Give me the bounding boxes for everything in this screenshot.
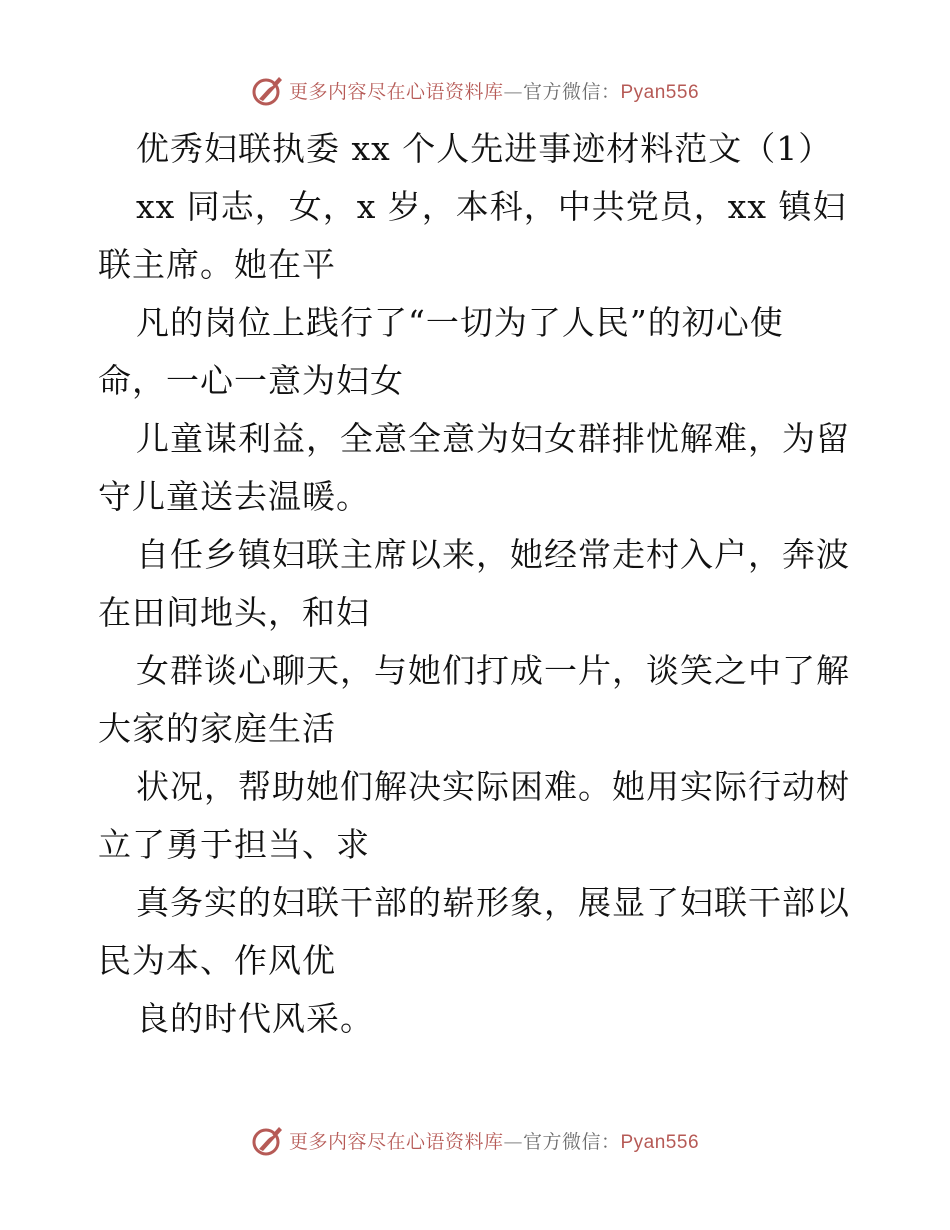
paragraph-line: 民为本、作风优	[98, 941, 336, 980]
paragraph-line: xx 同志，女，x 岁，本科，中共党员，xx 镇妇	[136, 187, 847, 226]
footer-banner-dash: —	[503, 1130, 523, 1153]
paragraph-line: 联主席。她在平	[98, 245, 336, 284]
quill-logo-icon	[251, 73, 285, 107]
footer-banner-text	[289, 1127, 699, 1154]
quill-logo-icon	[251, 1123, 285, 1157]
header-banner-id: Pyan556	[620, 81, 700, 103]
footer-banner-content	[251, 1123, 699, 1157]
header-banner-text	[289, 77, 699, 104]
paragraph-line: 状况，帮助她们解决实际困难。她用实际行动树	[136, 767, 850, 806]
paragraph-line: 女群谈心聊天，与她们打成一片，谈笑之中了解	[136, 651, 850, 690]
paragraph-line: 儿童谋利益，全意全意为妇女群排忧解难，为留	[136, 419, 850, 458]
paragraph-line: 在田间地头，和妇	[98, 593, 370, 632]
header-banner	[0, 70, 950, 110]
header-banner-dash: —	[503, 80, 523, 103]
header-banner-official: 官方微信：	[522, 80, 621, 103]
footer-banner-official: 官方微信：	[522, 1130, 621, 1153]
document-body	[98, 120, 868, 1048]
paragraph-line: 凡的岗位上践行了“一切为了人民”的初心使	[136, 303, 784, 342]
paragraph-line: 良的时代风采。	[136, 999, 374, 1038]
paragraph-line: 命，一心一意为妇女	[98, 361, 404, 400]
header-banner-content	[251, 73, 699, 107]
paragraph-line: 立了勇于担当、求	[98, 825, 370, 864]
footer-banner	[0, 1120, 950, 1160]
header-banner-main: 更多内容尽在心语资料库	[288, 80, 504, 103]
paragraph-line: 大家的家庭生活	[98, 709, 336, 748]
paragraph-line: 自任乡镇妇联主席以来，她经常走村入户，奔波	[136, 535, 850, 574]
paragraph-line: 真务实的妇联干部的崭形象，展显了妇联干部以	[136, 883, 850, 922]
footer-banner-id: Pyan556	[620, 1131, 700, 1153]
document-title: 优秀妇联执委 xx 个人先进事迹材料范文（1）	[136, 129, 833, 168]
footer-banner-main: 更多内容尽在心语资料库	[288, 1130, 504, 1153]
paragraph-line: 守儿童送去温暖。	[98, 477, 370, 516]
